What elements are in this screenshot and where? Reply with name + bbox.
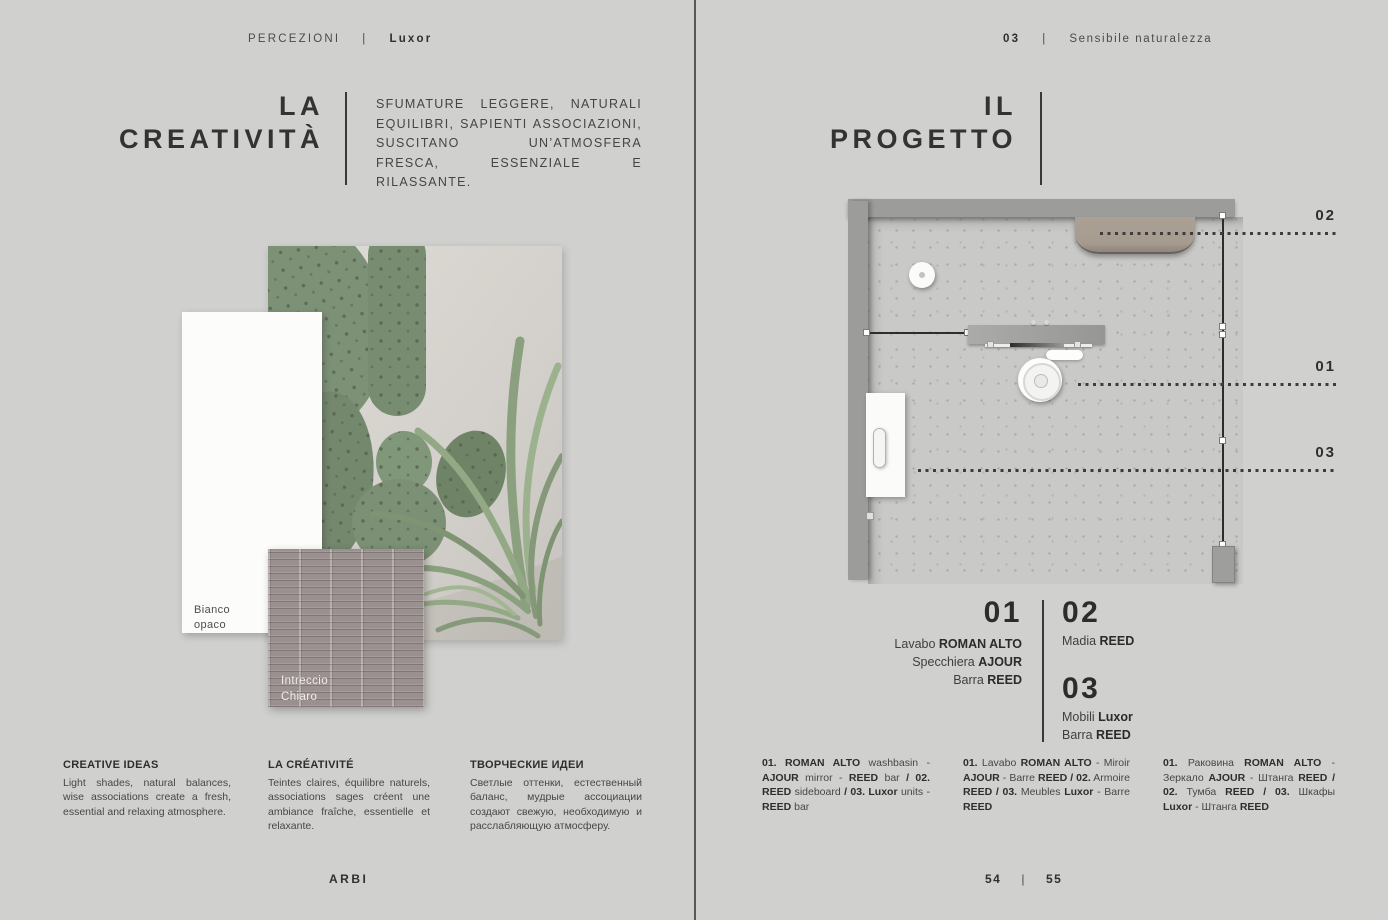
right-title-line2: PROGETTO [829, 124, 1017, 154]
plan-shelf-foot [1074, 341, 1081, 348]
plan-wall-top [848, 199, 1235, 217]
plan-vanity-knob [1044, 320, 1049, 325]
caption-french-body: Teintes claires, équilibre naturels, associations sages créent une ambiance fraîche, essentielle et relaxante. [268, 776, 430, 832]
legend-lines-02: Madia REED [1062, 634, 1135, 648]
left-header-collection: Luxor [389, 33, 433, 45]
plan-label-01: 01 [1315, 358, 1336, 375]
caption-russian [470, 758, 642, 834]
right-title-rule [1040, 92, 1042, 185]
right-header-chapter: Sensibile naturalezza [1069, 33, 1213, 45]
plan-reed-bar [1222, 213, 1224, 546]
plan-node [1219, 323, 1226, 330]
plan-vanity-knob [1031, 320, 1036, 325]
caption-french [268, 758, 430, 834]
legend-item-01 [862, 598, 1022, 689]
left-title-rule [345, 92, 347, 185]
plan-shelf-foot [987, 341, 994, 348]
page-number-divider: | [1021, 872, 1026, 886]
legend-num-02: 02 [1062, 596, 1101, 629]
left-page-title [60, 90, 324, 156]
legend-lines-01: Lavabo ROMAN ALTO Specchiera AJOUR Barra REED [894, 637, 1022, 687]
plan-ceiling-light [909, 262, 935, 288]
left-title-line2: CREATIVITÀ [119, 124, 324, 154]
leader-line-02 [1100, 232, 1336, 235]
page-number-right: 55 [1045, 872, 1063, 886]
plan-node [1219, 437, 1226, 444]
plan-label-02: 02 [1315, 207, 1336, 224]
plan-caption-french: 01. Lavabo ROMAN ALTO - Miroir AJOUR - Barre REED / 02. Armoire REED / 03. Meubles Luxor - Barre REED [963, 757, 1130, 813]
plan-node [1219, 212, 1226, 219]
right-page-title [753, 90, 1017, 156]
leader-line-03 [918, 469, 1336, 472]
plan-wall-left [848, 201, 868, 580]
plan-door-stop [866, 512, 874, 520]
plan-caption-english: 01. ROMAN ALTO washbasin - AJOUR mirror - REED bar / 02. REED sideboard / 03. Luxor units - REED bar [762, 757, 931, 813]
caption-english-body: Light shades, natural balances, wise associations create a fresh, essential and relaxing atmosphere. [63, 776, 231, 818]
plan-label-03: 03 [1315, 444, 1336, 461]
swatch-intreccio-chiaro [268, 549, 424, 707]
plan-bar-line [866, 332, 968, 334]
intro-paragraph: SFUMATURE LEGGERE, NATURALI EQUILIBRI, SAPIENTI ASSOCIAZIONI, SUSCITANO UN’ATMOSFERA FRESCA, ESSENZIALE E RILASSANTE. [376, 97, 642, 189]
legend-num-01: 01 [983, 596, 1022, 629]
swatch-bianco-label: Bianco opaco [194, 604, 231, 631]
right-title-line1: IL [984, 91, 1017, 121]
plan-madia-sideboard [1075, 217, 1195, 254]
floor-plan [848, 199, 1243, 585]
plan-luxor-unit [1212, 546, 1235, 583]
legend-num-03: 03 [1062, 672, 1101, 705]
right-header-number: 03 [1003, 33, 1021, 45]
legend-column-right [1062, 598, 1212, 744]
page-number-left: 54 [985, 872, 1002, 886]
plan-door-handle [873, 428, 886, 468]
caption-russian-title: ТВОРЧЕСКИЕ ИДЕИ [470, 759, 584, 771]
left-header [248, 33, 432, 45]
plan-mirror-edge [1010, 343, 1064, 347]
caption-english-title: CREATIVE IDEAS [63, 759, 159, 771]
right-header-divider: | [1042, 33, 1048, 45]
left-title-line1: LA [279, 91, 324, 121]
footer-page-numbers [985, 872, 1062, 886]
plan-tray [1046, 350, 1083, 360]
plan-node [1219, 331, 1226, 338]
leader-line-01 [1078, 383, 1336, 386]
plan-washbasin [1018, 358, 1062, 402]
caption-french-title: LA CRÉATIVITÉ [268, 759, 354, 771]
legend-lines-03: Mobili Luxor Barra REED [1062, 710, 1133, 742]
legend-divider [1042, 600, 1044, 742]
plan-node [863, 329, 870, 336]
swatch-intreccio-label: Intreccio Chiaro [281, 675, 329, 703]
left-header-divider: | [362, 33, 368, 45]
right-header [1003, 33, 1212, 45]
plan-caption-russian: 01. Раковина ROMAN ALTO - Зеркало AJOUR - Штанга REED / 02. Тумба REED / 03. Шкафы Luxor - Штанга REED [1163, 757, 1336, 813]
footer-brand: ARBI [329, 872, 369, 886]
caption-english [63, 758, 231, 819]
left-header-section: PERCEZIONI [248, 33, 341, 45]
caption-russian-body: Светлые оттенки, естественный баланс, мудрые ассоциации создают свежую, необходимую и расслабляющую атмосферу. [470, 776, 642, 832]
page-gutter-line [694, 0, 696, 920]
